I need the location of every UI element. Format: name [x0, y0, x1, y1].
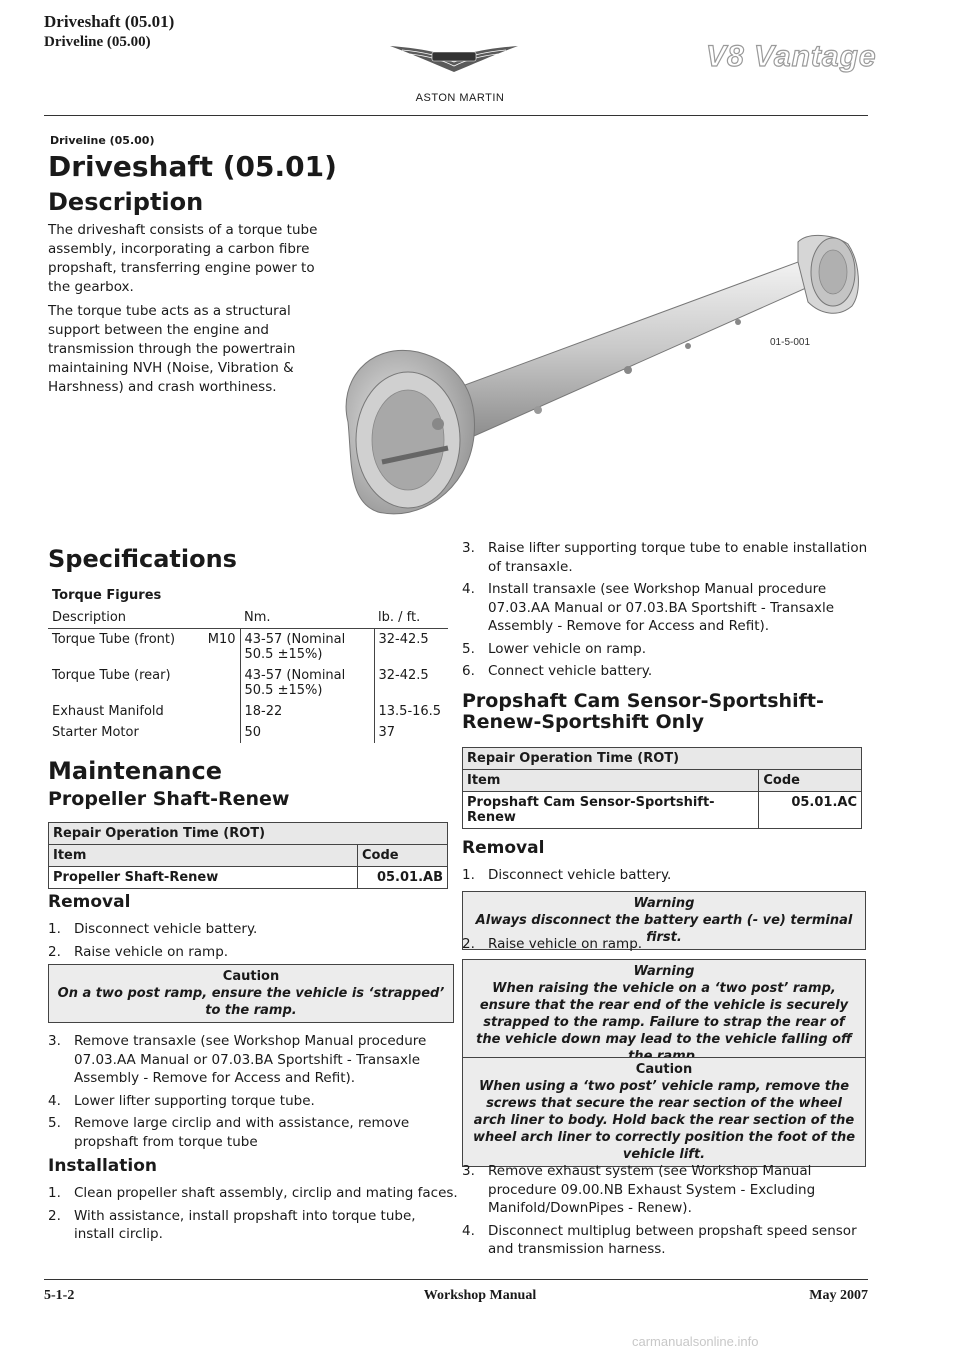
rot-code-label: Code [358, 845, 448, 867]
torque-table [48, 607, 448, 743]
list-item: 2. With assistance, install propshaft into torque tube, install circlip. [48, 1207, 416, 1242]
removal-steps-b [48, 1032, 448, 1155]
description-paragraph-1: The driveshaft consists of a torque tube assembly, incorporating a carbon fibre propshaft, transferring engine power to the gearbox. [48, 222, 318, 295]
torque-nm: 43-57 (Nominal 50.5 ±15%) [240, 665, 374, 701]
rot-item: Propeller Shaft-Renew [49, 867, 358, 889]
rot-code: 05.01.AC [759, 792, 862, 829]
torque-desc: Torque Tube (front) [52, 632, 176, 647]
col-nm: Nm. [244, 610, 271, 625]
rot-item-label: Item [49, 845, 358, 867]
list-item: 2. Raise vehicle on ramp. [48, 943, 229, 960]
list-item: 4. Install transaxle (see Workshop Manual procedure 07.03.AA Manual or 07.03.BA Sportshift - Transaxle Assembly - Remove for Access and Refit). [462, 581, 835, 634]
col-description: Description [52, 610, 127, 625]
footer-date: May 2007 [809, 1288, 868, 1303]
rot-code-label: Code [759, 770, 862, 792]
rot-item: Propshaft Cam Sensor-Sportshift-Renew [463, 792, 759, 829]
description-paragraph-2: The torque tube acts as a structural support between the engine and transmission through the powertrain maintaining NVH (Noise, Vibration & Harshness) and crash worthiness. [48, 303, 296, 395]
cam-step-1 [462, 866, 870, 889]
warning-text: Always disconnect the battery earth (- ve) terminal first. [475, 913, 853, 945]
page-title: Driveshaft (05.01) [48, 150, 337, 183]
torque-lbft: 32-42.5 [378, 668, 429, 683]
torque-nm: 50 [240, 722, 374, 743]
torque-tube-illustration [328, 222, 868, 538]
caution-text: When using a ‘two post’ vehicle ramp, remove the screws that secure the rear section of the wheel arch liner to body. Hold back the rear section of the wheel arch liner to correctly position the foot of the vehicle lift. [472, 1079, 856, 1162]
list-item: 5. Remove large circlip and with assistance, remove propshaft from torque tube [48, 1115, 410, 1150]
footer-manual: Workshop Manual [423, 1288, 537, 1303]
installation-steps-a [48, 1184, 460, 1248]
warning-title: Warning [633, 964, 695, 979]
removal-heading: Removal [48, 892, 131, 912]
propeller-shaft-heading: Propeller Shaft-Renew [48, 788, 290, 810]
torque-lbft: 32-42.5 [378, 632, 429, 647]
cam-steps-b [462, 1162, 870, 1263]
caution-title: Caution [635, 1062, 693, 1077]
watermark: carmanualsonline.info [632, 1334, 759, 1349]
list-item: 3. Remove transaxle (see Workshop Manual procedure 07.03.AA Manual or 07.03.BA Sportshift - Transaxle Assembly - Remove for Access and Refit). [48, 1033, 427, 1086]
list-item: 3. Raise lifter supporting torque tube to enable installation of transaxle. [462, 540, 868, 575]
header-title: Driveshaft (05.01) [44, 12, 175, 31]
torque-nm: 18-22 [240, 701, 374, 722]
table-row [48, 629, 448, 666]
caution-box-wheel-arch [462, 1057, 866, 1167]
torque-lbft: 37 [378, 725, 396, 740]
torque-nm: 43-57 (Nominal 50.5 ±15%) [240, 629, 374, 666]
list-item: 1. Clean propeller shaft assembly, circlip and mating faces. [48, 1185, 458, 1201]
list-item: 1. Disconnect vehicle battery. [462, 867, 672, 883]
warning-text: When raising the vehicle on a ‘two post’ ramp, ensure that the rear end of the vehicle is securely strapped to the ramp. Failure to strap the rear of the vehicle down may lead to the vehicle falling off [476, 981, 852, 1047]
torque-desc: Exhaust Manifold [48, 701, 240, 722]
caution-box-ramp [48, 964, 454, 1023]
torque-table-title: Torque Figures [52, 588, 162, 603]
section-small-title: Driveline (05.00) [50, 134, 155, 147]
rot-code: 05.01.AB [358, 867, 448, 889]
list-item: 3. Remove exhaust system (see Workshop Manual procedure 09.00.NB Exhaust System - Excluding Manifold/DownPipes - Renew). [462, 1163, 816, 1216]
list-item: 5. Lower vehicle on ramp. [462, 640, 647, 657]
caution-title: Caution [222, 969, 280, 984]
torque-size: M10 [207, 632, 236, 647]
table-row [48, 722, 448, 743]
list-item: 2. Raise vehicle on ramp. [462, 936, 643, 952]
aston-martin-wings-logo [388, 38, 520, 82]
specifications-heading: Specifications [48, 545, 237, 573]
rot-title: Repair Operation Time (ROT) [49, 823, 448, 845]
list-item: 6. Connect vehicle battery. [462, 663, 653, 679]
torque-lbft: 13.5-16.5 [378, 704, 442, 719]
header-divider [44, 115, 868, 116]
cam-step-2 [462, 935, 870, 958]
cam-sensor-heading: Propshaft Cam Sensor-Sportshift-Renew-Sportshift Only [462, 690, 824, 733]
description-heading: Description [48, 188, 204, 216]
page-number: 5-1-2 [44, 1288, 75, 1303]
installation-heading: Installation [48, 1156, 158, 1176]
model-name: V8 Vantage [706, 40, 877, 73]
torque-desc: Starter Motor [48, 722, 240, 743]
list-item: 4. Disconnect multiplug between propshaft speed sensor and transmission harness. [462, 1222, 857, 1257]
installation-steps-b [462, 539, 870, 685]
list-item: 4. Lower lifter supporting torque tube. [48, 1092, 315, 1109]
col-lbft: lb. / ft. [378, 610, 421, 625]
torque-desc: Torque Tube (rear) [48, 665, 240, 701]
maintenance-heading: Maintenance [48, 757, 223, 785]
footer-divider [44, 1279, 868, 1280]
figure-label: 01-5-001 [770, 337, 811, 348]
warning-box-ramp [462, 959, 866, 1069]
rot-item-label: Item [463, 770, 759, 792]
rot-table-propeller [48, 822, 448, 889]
table-row [48, 665, 448, 701]
rot-title: Repair Operation Time (ROT) [463, 748, 862, 770]
cam-removal-heading: Removal [462, 838, 545, 858]
brand-name: ASTON MARTIN [415, 92, 505, 104]
removal-steps-a [48, 920, 448, 965]
table-row [48, 701, 448, 722]
caution-text: On a two post ramp, ensure the vehicle is ‘strapped’ to the ramp. [57, 986, 445, 1018]
list-item: 1. Disconnect vehicle battery. [48, 921, 258, 937]
header-subtitle: Driveline (05.00) [44, 34, 151, 50]
warning-title: Warning [633, 896, 695, 911]
rot-table-cam-sensor [462, 747, 862, 829]
